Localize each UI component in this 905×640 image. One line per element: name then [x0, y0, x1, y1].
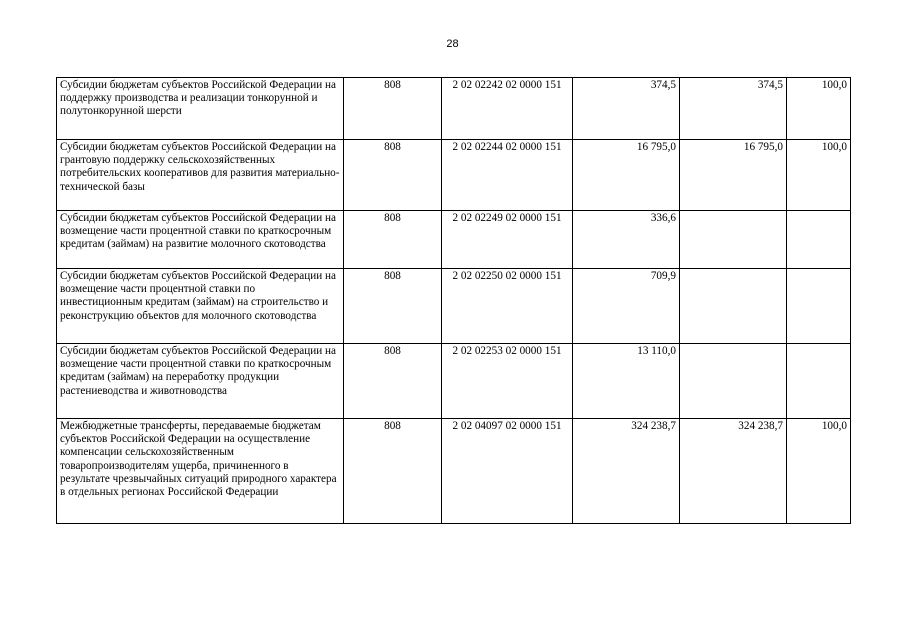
- plan-amount-cell: 709,9: [573, 269, 680, 344]
- admin-code-cell: 808: [344, 269, 442, 344]
- budget-table: [56, 77, 851, 524]
- row-name-cell: Субсидии бюджетам субъектов Российской Федерации на возмещение части процентной ставки по краткосрочным кредитам (займам) на переработку продукции растениеводства и животноводства: [57, 344, 344, 419]
- admin-code-cell: 808: [344, 211, 442, 269]
- table-row: [57, 419, 851, 524]
- plan-amount-cell: 324 238,7: [573, 419, 680, 524]
- admin-code-cell: 808: [344, 419, 442, 524]
- percent-cell: 100,0: [787, 78, 851, 140]
- plan-amount-cell: 374,5: [573, 78, 680, 140]
- percent-cell: 100,0: [787, 419, 851, 524]
- fact-amount-cell: [680, 269, 787, 344]
- plan-amount-cell: 13 110,0: [573, 344, 680, 419]
- table-row: [57, 140, 851, 211]
- fact-amount-cell: [680, 344, 787, 419]
- row-name-cell: Межбюджетные трансферты, передаваемые бюджетам субъектов Российской Федерации на осуществление компенсации сельскохозяйственным товаропроизводителям ущерба, причиненного в результате чрезвычайных ситуаций природного характера в отдельных регионах Российской Федерации: [57, 419, 344, 524]
- fact-amount-cell: 324 238,7: [680, 419, 787, 524]
- fact-amount-cell: 16 795,0: [680, 140, 787, 211]
- plan-amount-cell: 336,6: [573, 211, 680, 269]
- row-name-cell: Субсидии бюджетам субъектов Российской Федерации на возмещение части процентной ставки по краткосрочным кредитам (займам) на развитие молочного скотоводства: [57, 211, 344, 269]
- classification-cell: 2 02 02242 02 0000 151: [442, 78, 573, 140]
- table-row: [57, 269, 851, 344]
- row-name-cell: Субсидии бюджетам субъектов Российской Федерации на поддержку производства и реализации тонкорунной и полутонкорунной шерсти: [57, 78, 344, 140]
- row-name-cell: Субсидии бюджетам субъектов Российской Федерации на возмещение части процентной ставки по инвестиционным кредитам (займам) на строительство и реконструкцию объектов для молочного скотоводства: [57, 269, 344, 344]
- table-row: [57, 344, 851, 419]
- percent-cell: [787, 211, 851, 269]
- classification-cell: 2 02 02250 02 0000 151: [442, 269, 573, 344]
- percent-cell: [787, 269, 851, 344]
- fact-amount-cell: [680, 211, 787, 269]
- classification-cell: 2 02 02249 02 0000 151: [442, 211, 573, 269]
- admin-code-cell: 808: [344, 140, 442, 211]
- classification-cell: 2 02 02244 02 0000 151: [442, 140, 573, 211]
- table-row: [57, 78, 851, 140]
- admin-code-cell: 808: [344, 78, 442, 140]
- table-row: [57, 211, 851, 269]
- page-number: 28: [446, 38, 459, 50]
- percent-cell: 100,0: [787, 140, 851, 211]
- classification-cell: 2 02 04097 02 0000 151: [442, 419, 573, 524]
- classification-cell: 2 02 02253 02 0000 151: [442, 344, 573, 419]
- admin-code-cell: 808: [344, 344, 442, 419]
- plan-amount-cell: 16 795,0: [573, 140, 680, 211]
- percent-cell: [787, 344, 851, 419]
- row-name-cell: Субсидии бюджетам субъектов Российской Федерации на грантовую поддержку сельскохозяйственных потребительских кооперативов для развития материально-технической базы: [57, 140, 344, 211]
- fact-amount-cell: 374,5: [680, 78, 787, 140]
